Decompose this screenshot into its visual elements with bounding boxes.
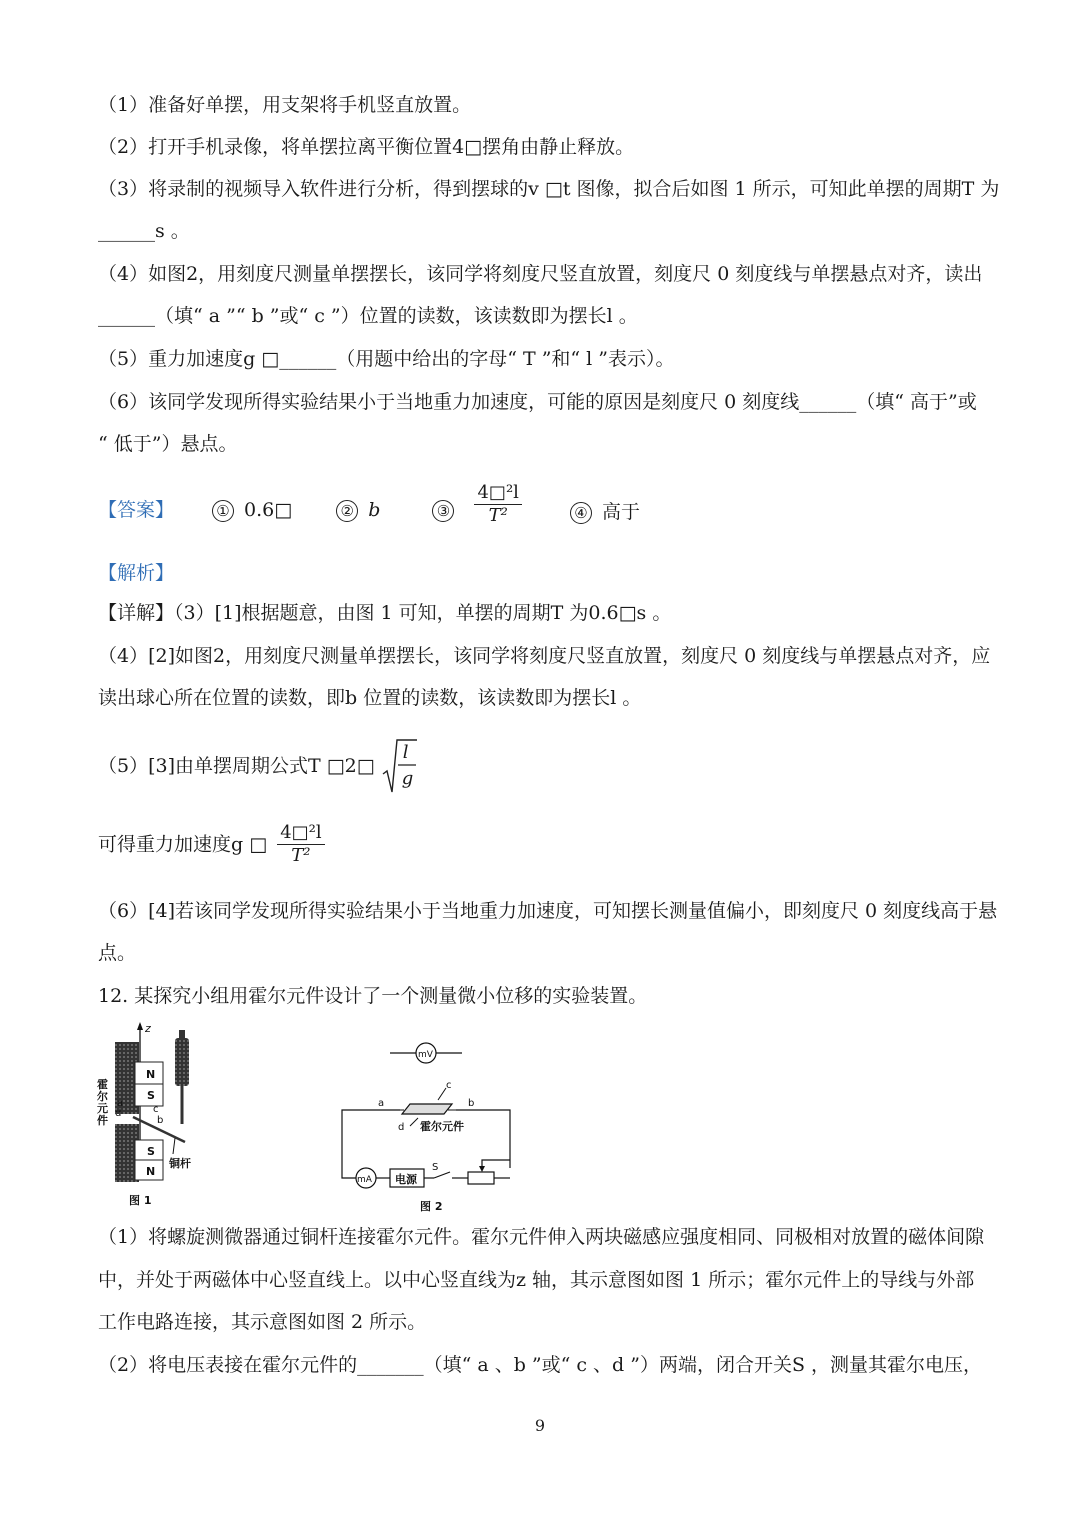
detail-line-1: 【详解】（3）[1]根据题意，由图 1 可知，单摆的周期T 为0.6□s 。 [98, 602, 672, 624]
answer-2-marker: ② [336, 500, 358, 522]
gravity-denominator: T² [291, 845, 311, 866]
circuit-wire [342, 1110, 400, 1178]
figure-2-caption: 图 2 [420, 1200, 443, 1213]
gravity-formula-text: 可得重力加速度g □ [98, 833, 268, 856]
q12-para-4: （2）将电压表接在霍尔元件的_______（填“ a 、b ”或“ c 、d ”）两端，闭合开关S ，测量其霍尔电压， [98, 1354, 983, 1376]
page-number: 9 [534, 1416, 546, 1435]
magnet-bottom-n: N [146, 1165, 156, 1178]
detail-line-7: 点。 [98, 942, 137, 964]
answer-1-marker: ① [212, 500, 234, 522]
figure-1-caption: 图 1 [129, 1194, 152, 1207]
gravity-fraction [277, 822, 324, 867]
q-line-2: （2）打开手机录像，将单摆拉离平衡位置4□摆角由静止释放。 [98, 136, 635, 158]
switch-label: S [432, 1162, 439, 1173]
fig1-d: d [115, 1108, 122, 1119]
answer-2: b [368, 499, 381, 521]
fig1-c: c [153, 1104, 159, 1115]
fig1-b: b [157, 1115, 164, 1126]
q-line-9: “ 低于”）悬点。 [98, 433, 238, 455]
q-line-3: （3）将录制的视频导入软件进行分析，得到摆球的v □t 图像，拟合后如图 1 所示，可知此单摆的周期T 为 [98, 178, 1000, 200]
detail-line-3: 读出球心所在位置的读数，即b 位置的读数，该读数即为摆长l 。 [98, 687, 642, 709]
q12-para-3: 工作电路连接，其示意图如图 2 所示。 [98, 1311, 427, 1333]
fig2-c: c [446, 1080, 452, 1091]
mv-label: mV [418, 1050, 433, 1060]
figure-2 [338, 1038, 528, 1218]
answer-3-fraction [474, 482, 521, 527]
answer-row [212, 482, 640, 527]
hall-element [402, 1104, 452, 1114]
figure-1 [95, 1020, 295, 1210]
detail-line-5 [98, 822, 329, 874]
answer-tag: 【答案】 [98, 499, 175, 521]
z-axis-label: z [145, 1022, 151, 1035]
sqrt-denominator: g [401, 768, 414, 789]
q-line-7: （5）重力加速度g □______（用题中给出的字母“ T ”和“ l ”表示）。 [98, 348, 675, 370]
z-axis-arrow [137, 1022, 143, 1030]
ma-label: mA [357, 1175, 372, 1185]
period-formula-text: （5）[3]由单摆周期公式T □2□ [98, 755, 375, 777]
hall-label-2: 尔 [97, 1090, 108, 1103]
q12-para-1: （1）将螺旋测微器通过铜杆连接霍尔元件。霍尔元件伸入两块磁感应强度相同、同极相对放置的磁体间隙 [98, 1226, 985, 1248]
magnet-top-s: S [147, 1089, 155, 1102]
answer-4-marker: ④ [570, 502, 592, 524]
magnet-top-n: N [146, 1068, 156, 1081]
sqrt-numerator: l [402, 742, 409, 763]
sqrt-formula [381, 738, 417, 794]
analysis-tag: 【解析】 [98, 562, 175, 584]
hall-label-1: 霍 [97, 1078, 108, 1091]
rheostat [468, 1172, 494, 1184]
micrometer [175, 1038, 189, 1086]
fig1-a: a [117, 1098, 124, 1109]
fig2-d: d [398, 1122, 405, 1133]
q-line-6: ______（填“ a ”“ b ”或“ c ”）位置的读数，该读数即为摆长l 。 [98, 305, 638, 327]
q-line-1: （1）准备好单摆，用支架将手机竖直放置。 [98, 94, 472, 116]
question-12-title: 12. 某探究小组用霍尔元件设计了一个测量微小位移的实验装置。 [98, 985, 648, 1007]
hall-label-4: 件 [97, 1114, 108, 1127]
copper-rod-label: 铜杆 [169, 1157, 191, 1170]
fig2-hall-label: 霍尔元件 [420, 1120, 464, 1133]
fig2-b: b [468, 1098, 475, 1109]
fig2-a: a [378, 1098, 385, 1109]
q12-para-2: 中，并处于两磁体中心竖直线上。以中心竖直线为z 轴，其示意图如图 1 所示；霍尔元件上的导线与外部 [98, 1269, 975, 1291]
detail-line-6: （6）[4]若该同学发现所得实验结果小于当地重力加速度，可知摆长测量值偏小，即刻度尺 0 刻度线高于悬 [98, 900, 998, 922]
q-line-4: ______s 。 [98, 220, 190, 242]
detail-line-2: （4）[2]如图2，用刻度尺测量单摆摆长，该同学将刻度尺竖直放置，刻度尺 0 刻度线与单摆悬点对齐，应 [98, 645, 991, 667]
q-line-5: （4）如图2，用刻度尺测量单摆摆长，该同学将刻度尺竖直放置，刻度尺 0 刻度线与单摆悬点对齐，读出 [98, 263, 983, 285]
detail-line-4 [98, 738, 417, 794]
gravity-numerator: 4□²l [277, 822, 324, 845]
answer-1: 0.6□ [244, 499, 293, 521]
q-line-8: （6）该同学发现所得实验结果小于当地重力加速度，可能的原因是刻度尺 0 刻度线______（填“ 高于”或 [98, 391, 977, 413]
power-label: 电源 [395, 1173, 417, 1186]
answer-3-numerator: 4□²l [474, 482, 521, 505]
answer-3-denominator: T² [488, 505, 508, 526]
magnet-bottom-s: S [147, 1145, 155, 1158]
hall-label-3: 元 [97, 1102, 108, 1115]
answer-4: 高于 [601, 501, 640, 523]
answer-3-marker: ③ [432, 500, 454, 522]
